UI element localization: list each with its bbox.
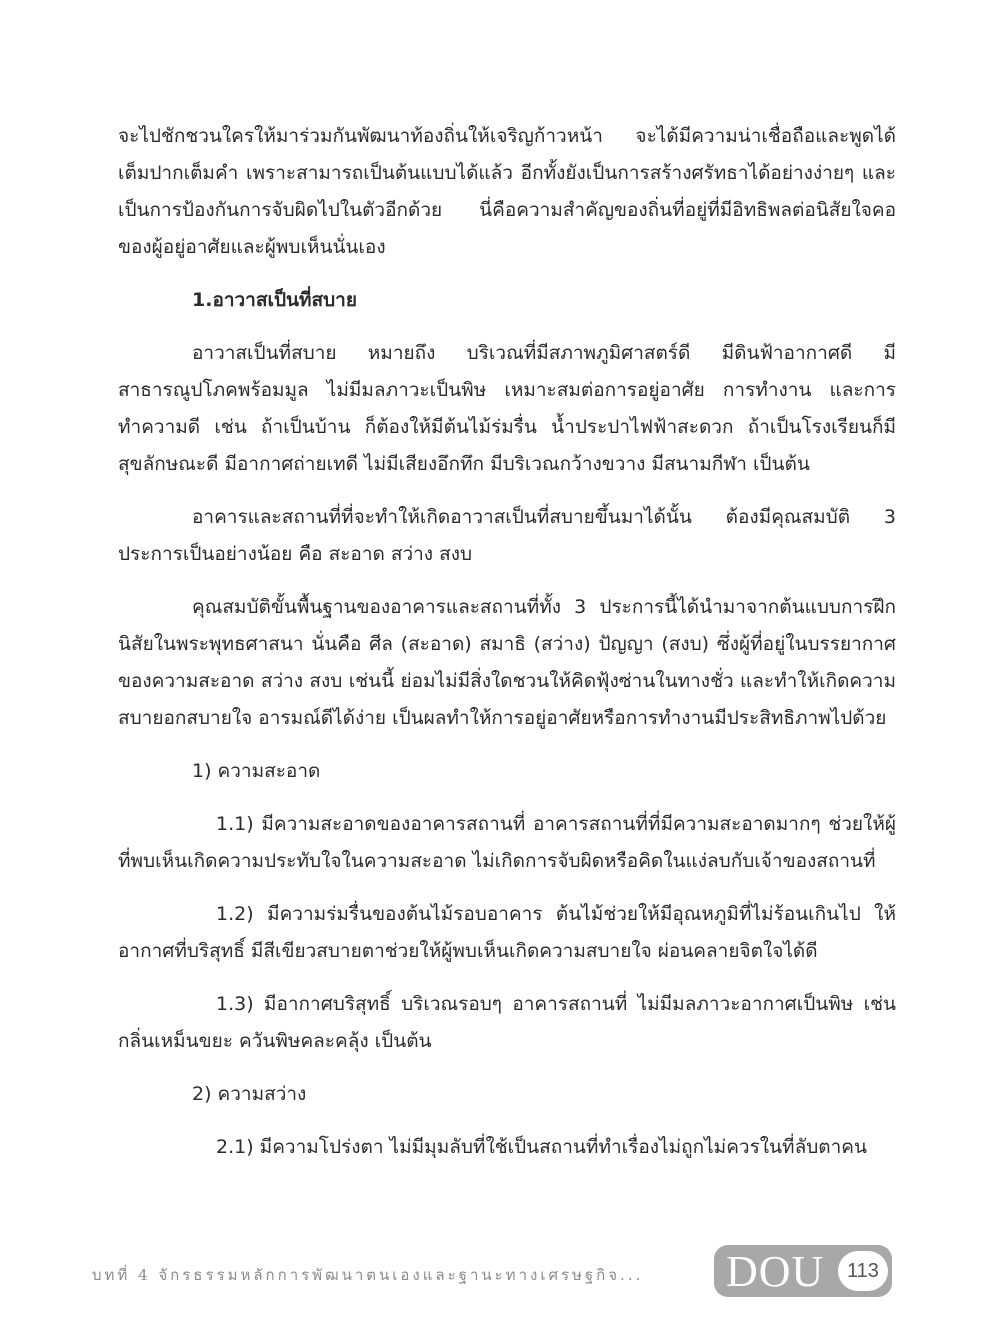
- page-footer: [0, 1245, 1000, 1305]
- page-number: 113: [838, 1251, 888, 1291]
- paragraph: คุณสมบัติขั้นพื้นฐานของอาคารและสถานที่ทั้ง 3 ประการนี้ได้นำมาจากต้นแบบการฝึกนิสัยในพระพุทธศาสนา นั่นคือ ศีล (สะอาด) สมาธิ (สว่าง) ปัญญา (สงบ) ซึ่งผู้ที่อยู่ในบรรยากาศของความสะอาด สว่าง สงบ เช่นนี้ ย่อมไม่มีสิ่งใดชวนให้คิดฟุ้งซ่านในทางชั่ว และทำให้เกิดความสบายอกสบายใจ อารมณ์ดีได้ง่าย เป็นผลทำให้การอยู่อาศัยหรือการทำงานมีประสิทธิภาพไปด้วย: [118, 596, 896, 729]
- dou-badge: [714, 1245, 892, 1297]
- section-heading: 1.อาวาสเป็นที่สบาย: [192, 289, 357, 311]
- paragraph: อาคารและสถานที่ที่จะทำให้เกิดอาวาสเป็นที่สบายขึ้นมาได้นั้น ต้องมีคุณสมบัติ 3 ประการเป็นอย่างน้อย คือ สะอาด สว่าง สงบ: [118, 506, 896, 565]
- sub-item: 1.3) มีอากาศบริสุทธิ์ บริเวณรอบๆ อาคารสถานที่ ไม่มีมลภาวะอากาศเป็นพิษ เช่น กลิ่นเหม็นขยะ ควันพิษคละคลุ้ง เป็นต้น: [118, 993, 896, 1052]
- intro-paragraph: จะไปชักชวนใครให้มาร่วมกันพัฒนาท้องถิ่นให้เจริญก้าวหน้า จะได้มีความน่าเชื่อถือและพูดได้เต็มปากเต็มคำ เพราะสามารถเป็นต้นแบบได้แล้ว อีกทั้งยังเป็นการสร้างศรัทธาได้อย่างง่ายๆ และเป็นการป้องกันการจับผิดไปในตัวอีกด้วย นี่คือความสำคัญของถิ่นที่อยู่ที่มีอิทธิพลต่อนิสัยใจคอของผู้อยู่อาศัยและผู้พบเห็นนั่นเอง: [118, 125, 896, 258]
- dou-logo: DOU: [726, 1247, 825, 1296]
- sub-item: 2.1) มีความโปร่งตา ไม่มีมุมลับที่ใช้เป็นสถานที่ทำเรื่องไม่ถูกไม่ควรในที่ลับตาคน: [216, 1136, 867, 1158]
- list-item-brightness: 2) ความสว่าง: [192, 1083, 307, 1105]
- chapter-title: บทที่ 4 จักรธรรมหลักการพัฒนาตนเองและฐานะทางเศรษฐกิจ...: [92, 1266, 644, 1284]
- list-item-cleanliness: 1) ความสะอาด: [192, 760, 321, 782]
- sub-item: 1.1) มีความสะอาดของอาคารสถานที่ อาคารสถานที่ที่มีความสะอาดมากๆ ช่วยให้ผู้ที่พบเห็นเกิดความประทับใจในความสะอาด ไม่เกิดการจับผิดหรือคิดในแง่ลบกับเจ้าของสถานที่: [118, 813, 896, 872]
- page-content: [118, 118, 896, 1182]
- paragraph: อาวาสเป็นที่สบาย หมายถึง บริเวณที่มีสภาพภูมิศาสตร์ดี มีดินฟ้าอากาศดี มีสาธารณูปโภคพร้อมมูล ไม่มีมลภาวะเป็นพิษ เหมาะสมต่อการอยู่อาศัย การทำงาน และการทำความดี เช่น ถ้าเป็นบ้าน ก็ต้องให้มีต้นไม้ร่มรื่น น้ำประปาไฟฟ้าสะดวก ถ้าเป็นโรงเรียนก็มีสุขลักษณะดี มีอากาศถ่ายเทดี ไม่มีเสียงอึกทึก มีบริเวณกว้างขวาง มีสนามกีฬา เป็นต้น: [118, 342, 896, 475]
- sub-item: 1.2) มีความร่มรื่นของต้นไม้รอบอาคาร ต้นไม้ช่วยให้มีอุณหภูมิที่ไม่ร้อนเกินไป ให้อากาศที่บริสุทธิ์ มีสีเขียวสบายตาช่วยให้ผู้พบเห็นเกิดความสบายใจ ผ่อนคลายจิตใจได้ดี: [118, 903, 896, 962]
